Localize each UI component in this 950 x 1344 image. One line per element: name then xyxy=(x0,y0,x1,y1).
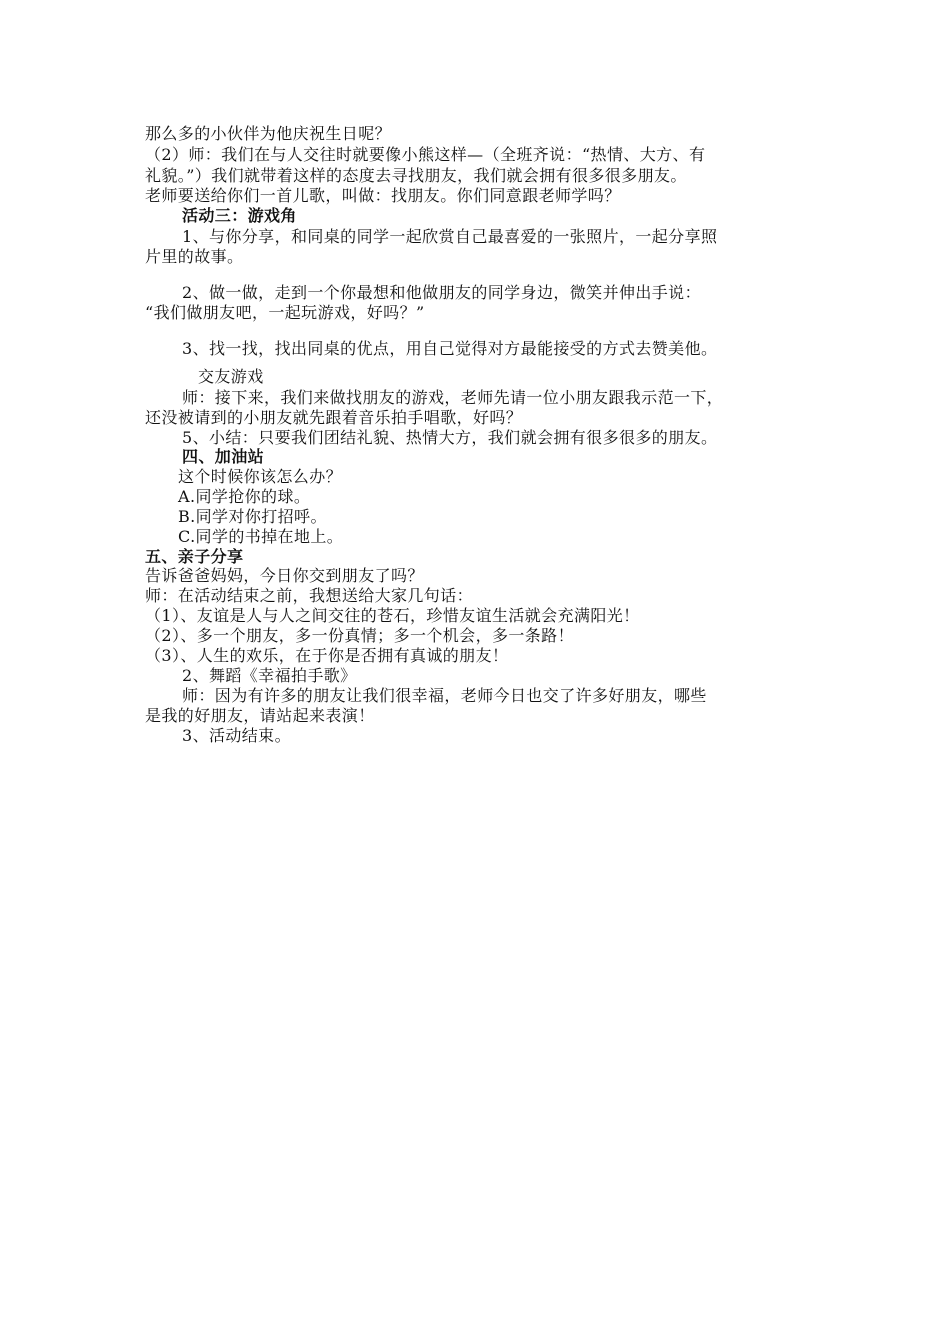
text-line: 还没被请到的小朋友就先跟着音乐拍手唱歌，好吗？ xyxy=(145,408,523,427)
text-line: （1）、友谊是人与人之间交往的苍石，珍惜友谊生活就会充满阳光！ xyxy=(145,606,640,625)
text-line: 告诉爸爸妈妈，今日你交到朋友了吗？ xyxy=(145,566,424,585)
text-line: 礼貌。”）我们就带着这样的态度去寻找朋友，我们就会拥有很多很多朋友。 xyxy=(145,166,687,185)
list-item: C.同学的书掉在地上。 xyxy=(178,527,344,546)
text-line: （2）师：我们在与人交往时就要像小熊这样—（全班齐说：“热情、大方、有 xyxy=(145,145,706,164)
text-line: 这个时候你该怎么办？ xyxy=(178,467,343,486)
text-line: （2）、多一个朋友，多一份真情；多一个机会，多一条路！ xyxy=(145,626,574,645)
section-heading: 活动三：游戏角 xyxy=(182,206,297,225)
text-line: 片里的故事。 xyxy=(145,247,244,266)
text-line: 5、小结：只要我们团结礼貌、热情大方，我们就会拥有很多很多的朋友。 xyxy=(182,428,718,447)
text-line: 师：接下来，我们来做找朋友的游戏，老师先请一位小朋友跟我示范一下， xyxy=(182,388,724,407)
text-line: 3、活动结束。 xyxy=(182,726,291,745)
text-line: （3）、人生的欢乐，在于你是否拥有真诚的朋友！ xyxy=(145,646,509,665)
section-heading: 五、亲子分享 xyxy=(145,547,244,566)
text-line: 师：在活动结束之前，我想送给大家几句话： xyxy=(145,586,474,605)
text-line: 师：因为有许多的朋友让我们很幸福，老师今日也交了许多好朋友，哪些 xyxy=(182,686,707,705)
section-heading: 四、加油站 xyxy=(182,447,265,466)
text-line: 交友游戏 xyxy=(198,367,264,386)
text-line: 那么多的小伙伴为他庆祝生日呢？ xyxy=(145,124,392,143)
text-line: 1、与你分享，和同桌的同学一起欣赏自己最喜爱的一张照片，一起分享照 xyxy=(182,227,718,246)
text-line: 2、做一做，走到一个你最想和他做朋友的同学身边，微笑并伸出手说： xyxy=(182,283,701,302)
text-line: “我们做朋友吧，一起玩游戏，好吗？” xyxy=(145,303,425,322)
text-line: 是我的好朋友，请站起来表演！ xyxy=(145,706,375,725)
list-item: B.同学对你打招呼。 xyxy=(178,507,327,526)
list-item: A.同学抢你的球。 xyxy=(178,487,311,506)
text-line: 2、舞蹈《幸福拍手歌》 xyxy=(182,666,357,685)
text-line: 老师要送给你们一首儿歌，叫做：找朋友。你们同意跟老师学吗？ xyxy=(145,186,621,205)
text-line: 3、找一找，找出同桌的优点，用自己觉得对方最能接受的方式去赞美他。 xyxy=(182,339,718,358)
